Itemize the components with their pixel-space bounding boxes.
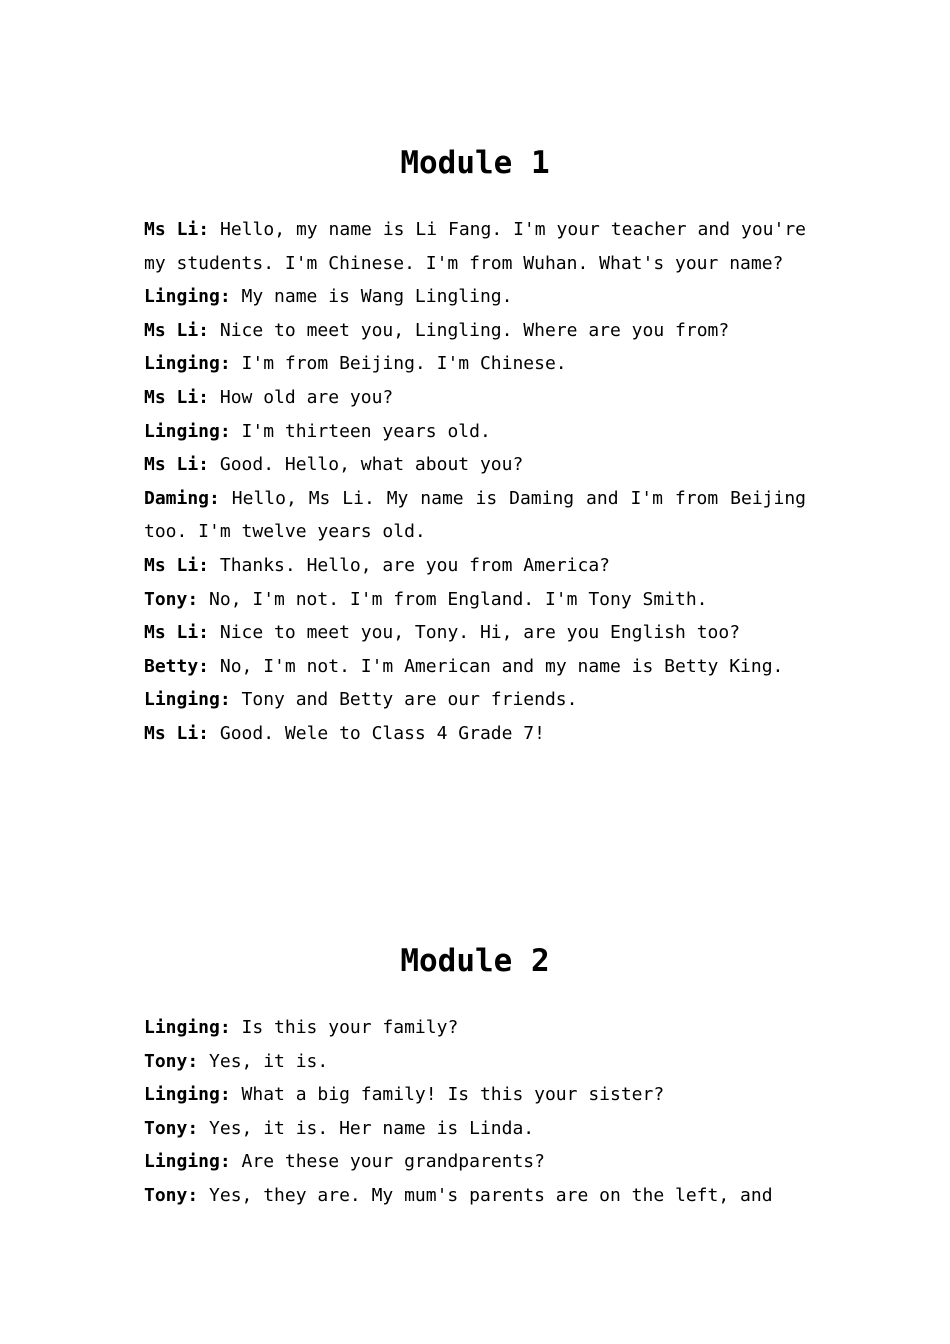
speaker-name: Ms Li: [144, 319, 210, 341]
dialogue-line [144, 650, 806, 684]
speaker-name: Ms Li: [144, 554, 210, 576]
dialogue-line [144, 280, 806, 314]
speaker-name: Ms Li: [144, 219, 210, 240]
dialogue-line [144, 616, 806, 650]
dialogue-line [144, 347, 806, 381]
dialogue-text: Good. Wele to Class 4 Grade 7! [209, 722, 545, 744]
dialogue-line [144, 482, 806, 549]
dialogue-text: No, I'm not. I'm from England. I'm Tony Smith. [198, 588, 708, 610]
dialogue-line [144, 213, 806, 280]
module-title: Module 2 [400, 943, 550, 979]
dialogue-section [144, 213, 806, 751]
speaker-name: Ms Li: [144, 454, 210, 476]
dialogue-text: I'm thirteen years old. [230, 420, 491, 442]
dialogue-line [144, 1179, 806, 1213]
speaker-name: Tony: [144, 588, 199, 610]
speaker-name: Ms Li: [144, 386, 210, 408]
dialogue-text: Nice to meet you, Tony. Hi, are you English too? [209, 622, 741, 644]
speaker-name: Linging: [144, 420, 231, 442]
speaker-name: Tony: [144, 1117, 199, 1139]
speaker-name: Tony: [144, 1050, 199, 1072]
speaker-name: Linging: [144, 689, 231, 711]
dialogue-section [144, 1011, 806, 1213]
dialogue-text: My name is Wang Lingling. [230, 286, 513, 308]
dialogue-line [144, 1011, 806, 1045]
dialogue-text: Yes, it is. [198, 1050, 329, 1072]
speaker-name: Daming: [144, 487, 220, 509]
speaker-name: Linging: [144, 1084, 231, 1106]
dialogue-text: Nice to meet you, Lingling. Where are you from? [209, 319, 730, 341]
dialogue-text: Yes, it is. Her name is Linda. [198, 1117, 535, 1139]
speaker-name: Betty: [144, 655, 210, 677]
dialogue-line [144, 415, 806, 449]
module-title: Module 1 [400, 145, 550, 181]
dialogue-text: I'm from Beijing. I'm Chinese. [230, 353, 567, 375]
speaker-name: Tony: [144, 1184, 199, 1206]
dialogue-text: Are these your grandparents? [230, 1151, 545, 1173]
speaker-name: Linging: [144, 353, 231, 375]
speaker-name: Ms Li: [144, 722, 210, 744]
dialogue-line [144, 583, 806, 617]
dialogue-line [144, 381, 806, 415]
dialogue-line [144, 1145, 806, 1179]
dialogue-line [144, 1045, 806, 1079]
dialogue-text: What a big family! Is this your sister? [230, 1084, 665, 1106]
dialogue-text: Hello, my name is Li Fang. I'm your teacher and you're my students. I'm Chinese. I'm from Wuhan. What's your name? [144, 219, 806, 274]
dialogue-line [144, 683, 806, 717]
dialogue-line [144, 1112, 806, 1146]
dialogue-text: How old are you? [209, 386, 394, 408]
speaker-name: Linging: [144, 1151, 231, 1173]
speaker-name: Ms Li: [144, 622, 210, 644]
dialogue-text: No, I'm not. I'm American and my name is Betty King. [209, 655, 784, 677]
dialogue-line [144, 448, 806, 482]
dialogue-line [144, 717, 806, 751]
dialogue-text: Yes, they are. My mum's parents are on the left, and [198, 1184, 773, 1206]
dialogue-line [144, 1078, 806, 1112]
dialogue-line [144, 549, 806, 583]
dialogue-text: Hello, Ms Li. My name is Daming and I'm from Beijing too. I'm twelve years old. [144, 487, 806, 543]
speaker-name: Linging: [144, 286, 231, 308]
dialogue-text: Is this your family? [230, 1017, 459, 1038]
speaker-name: Linging: [144, 1017, 231, 1038]
dialogue-text: Good. Hello, what about you? [209, 454, 524, 476]
dialogue-text: Thanks. Hello, are you from America? [209, 554, 610, 576]
dialogue-text: Tony and Betty are our friends. [230, 689, 578, 711]
dialogue-line [144, 314, 806, 348]
